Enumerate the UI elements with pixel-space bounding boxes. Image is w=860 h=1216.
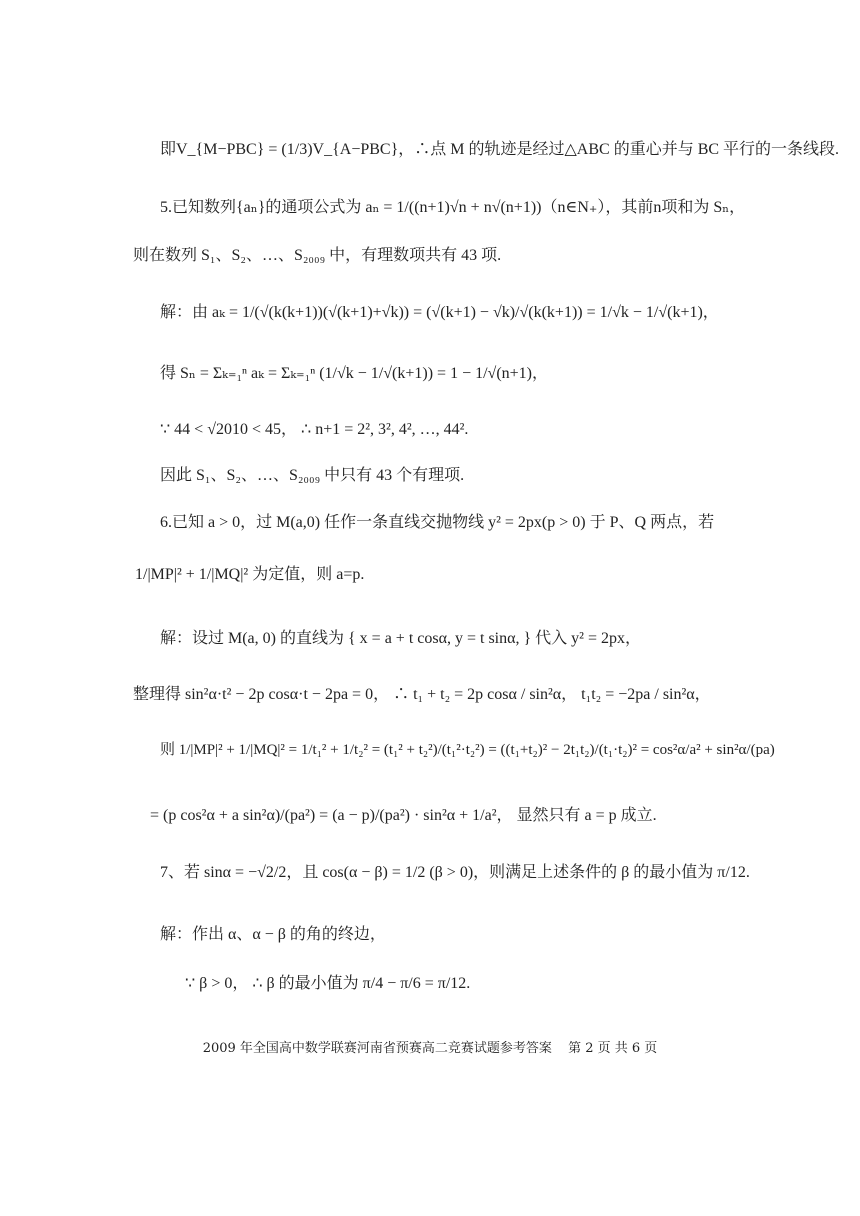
text-line-4: 解：由 aₖ = 1/(√(k(k+1))(√(k+1)+√k)) = (√(k+1) − √k)/√(k(k+1)) = 1/√k − 1/√(k+1)， — [160, 304, 719, 321]
text-line-12: 则 1/|MP|² + 1/|MQ|² = 1/t₁² + 1/t₂² = (t₁² + t₂²)/(t₁²·t₂²) = ((t₁+t₂)² − 2t₁t₂)/(t₁·t₂)² = cos²α/a² + sin²α/(pa) — [160, 742, 775, 758]
text-line-10: 解：设过 M(a, 0) 的直线为 { x = a + t cosα, y = t sinα, } 代入 y² = 2px， — [160, 630, 641, 647]
text-line-8: 6.已知 a > 0，过 M(a,0) 任作一条直线交抛物线 y² = 2px(p > 0) 于 P、Q 两点，若 — [160, 514, 715, 531]
text-line-6: ∵ 44 < √2010 < 45， ∴ n+1 = 2², 3², 4², …, 44². — [160, 421, 469, 438]
footer-title: 2009 年全国高中数学联赛河南省预赛高二竞赛试题参考答案 — [202, 1041, 552, 1056]
text-line-13: = (p cos²α + a sin²α)/(pa²) = (a − p)/(pa²) · sin²α + 1/a²， 显然只有 a = p 成立. — [150, 807, 657, 824]
text-line-14: 7、若 sinα = −√2/2，且 cos(α − β) = 1/2 (β > 0)，则满足上述条件的 β 的最小值为 π/12. — [160, 864, 750, 881]
text-line-1: 即V_{M−PBC} = (1/3)V_{A−PBC}，∴点 M 的轨迹是经过△ABC 的重心并与 BC 平行的一条线段. — [160, 141, 840, 158]
text-line-9: 1/|MP|² + 1/|MQ|² 为定值，则 a=p. — [135, 566, 365, 583]
text-line-7: 因此 S₁、S₂、…、S₂₀₀₉ 中只有 43 个有理项. — [160, 467, 465, 484]
footer-page-number: 第 2 页 共 6 页 — [568, 1041, 658, 1056]
text-line-5: 得 Sₙ = Σₖ₌₁ⁿ aₖ = Σₖ₌₁ⁿ (1/√k − 1/√(k+1)) = 1 − 1/√(n+1)， — [160, 365, 548, 382]
text-line-11: 整理得 sin²α·t² − 2p cosα·t − 2pa = 0， ∴ t₁ + t₂ = 2p cosα / sin²α， t₁t₂ = −2pa / sin²α， — [133, 686, 711, 703]
text-line-3: 则在数列 S₁、S₂、…、S₂₀₀₉ 中，有理数项共有 43 项. — [133, 247, 502, 264]
page-footer — [0, 1037, 860, 1056]
text-line-2: 5.已知数列{aₙ}的通项公式为 aₙ = 1/((n+1)√n + n√(n+1))（n∈N₊），其前n项和为 Sₙ， — [160, 199, 746, 216]
text-line-16: ∵ β > 0， ∴ β 的最小值为 π/4 − π/6 = π/12. — [185, 975, 471, 992]
text-line-15: 解：作出 α、α − β 的角的终边， — [160, 926, 386, 943]
